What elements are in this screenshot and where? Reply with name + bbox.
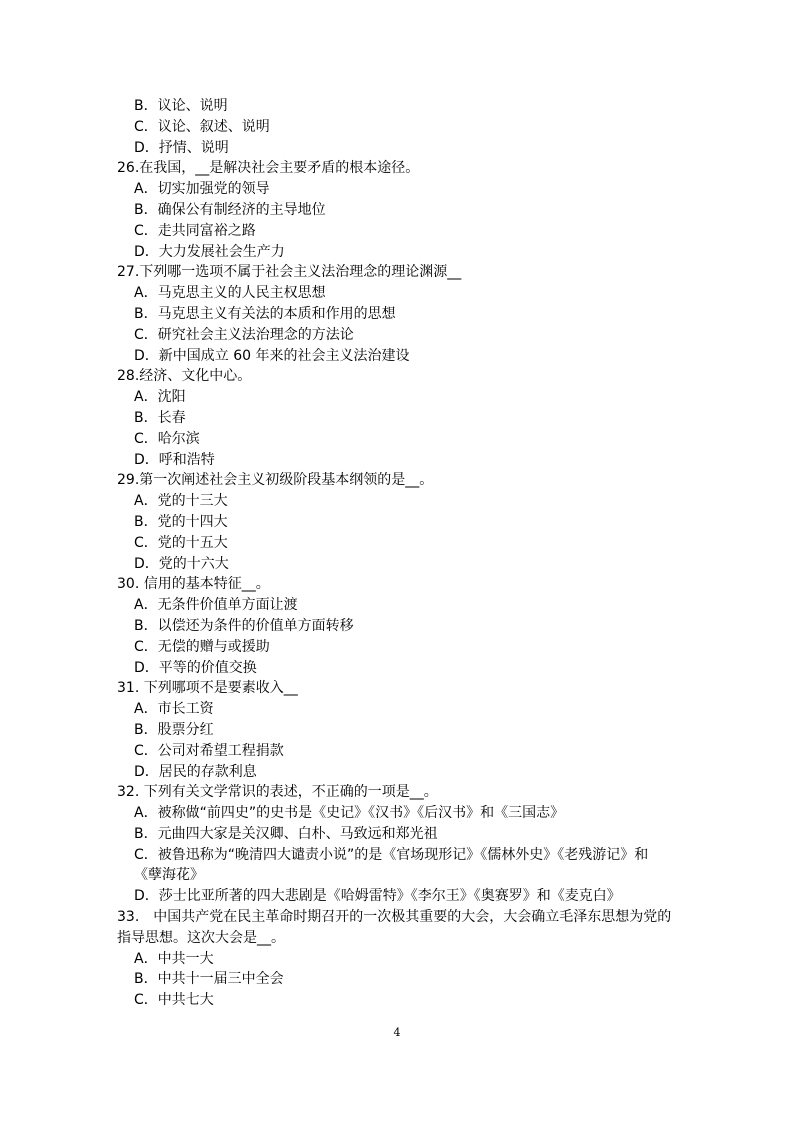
answer-option: A．中共一大: [134, 950, 214, 967]
answer-option: B．马克思主义有关法的本质和作用的思想: [134, 305, 396, 322]
answer-option: 《孽海花》: [134, 867, 204, 884]
answer-option: A．沈阳: [134, 389, 186, 406]
answer-option: D．新中国成立 60 年来的社会主义法治建设: [134, 347, 410, 364]
answer-option: B．党的十四大: [134, 513, 228, 530]
question-text: 29.第一次阐述社会主义初级阶段基本纲领的是__。: [117, 472, 434, 489]
answer-option: C．研究社会主义法治理念的方法论: [134, 326, 354, 343]
answer-option: A．马克思主义的人民主权思想: [134, 285, 326, 302]
page-number: 4: [393, 1026, 401, 1039]
answer-option: C．走共同富裕之路: [134, 222, 256, 239]
question-text: 33. 中国共产党在民主革命时期召开的一次极其重要的大会，大会确立毛泽东思想为党的: [117, 909, 672, 926]
question-text: 指导思想。这次大会是__。: [117, 929, 285, 946]
question-text: 30. 信用的基本特征__。: [117, 576, 270, 593]
answer-option: C．中共七大: [134, 992, 214, 1009]
answer-option: B．以偿还为条件的价值单方面转移: [134, 617, 354, 634]
question-text: 26.在我国，__是解决社会主要矛盾的根本途径。: [117, 160, 420, 177]
answer-option: D．大力发展社会生产力: [134, 243, 285, 260]
answer-option: C．公司对希望工程捐款: [134, 742, 284, 759]
answer-option: A．无条件价值单方面让渡: [134, 597, 298, 614]
answer-option: A．市长工资: [134, 701, 214, 718]
answer-option: C．议论、叙述、说明: [134, 118, 270, 135]
question-text: 28.经济、文化中心。: [117, 368, 252, 385]
answer-option: B．股票分红: [134, 721, 214, 738]
answer-option: D．抒情、说明: [134, 139, 229, 156]
answer-option: B．议论、说明: [134, 98, 228, 114]
answer-option: A．被称做“前四史”的史书是《史记》《汉书》《后汉书》和《三国志》: [134, 805, 565, 822]
answer-option: C．被鲁迅称为“晚清四大谴责小说”的是《官场现形记》《儒林外史》《老残游记》和: [134, 846, 649, 863]
answer-option: D．呼和浩特: [134, 451, 215, 468]
question-text: 27.下列哪一选项不属于社会主义法治理念的理论渊源__: [117, 264, 462, 281]
answer-option: B．确保公有制经济的主导地位: [134, 201, 326, 218]
answer-option: C．党的十五大: [134, 534, 228, 551]
answer-option: D．党的十六大: [134, 555, 229, 572]
answer-option: C．无偿的赠与或援助: [134, 638, 270, 655]
answer-option: D．平等的价值交换: [134, 659, 257, 676]
answer-option: A．切实加强党的领导: [134, 181, 270, 198]
question-list: [117, 96, 687, 1011]
question-text: 31. 下列哪项不是要素收入__: [117, 680, 298, 697]
answer-option: B．长春: [134, 409, 186, 426]
answer-option: B．元曲四大家是关汉卿、白朴、马致远和郑光祖: [134, 825, 438, 842]
answer-option: D．莎士比亚所著的四大悲剧是《哈姆雷特》《李尔王》《奥赛罗》和《麦克白》: [134, 888, 621, 905]
question-text: 32. 下列有关文学常识的表述，不正确的一项是__。: [117, 784, 438, 801]
answer-option: C．哈尔滨: [134, 430, 200, 447]
answer-option: A．党的十三大: [134, 493, 228, 510]
answer-option: D．居民的存款利息: [134, 763, 257, 780]
answer-option: B．中共十一届三中全会: [134, 971, 284, 988]
